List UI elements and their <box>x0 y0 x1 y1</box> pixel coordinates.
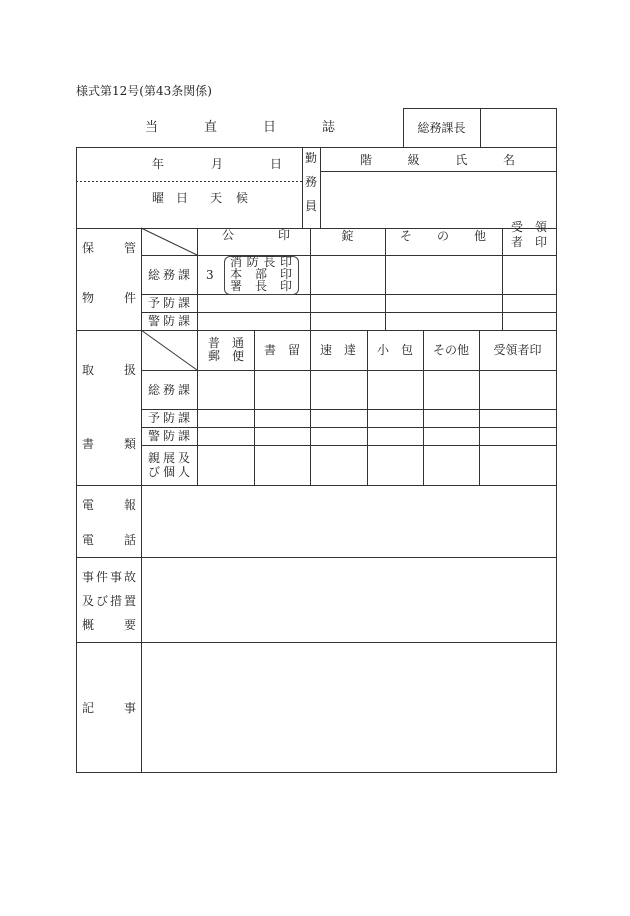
documents-header-receiver: 受領者印 <box>493 343 542 357</box>
form-number: 様式第12号(第43条関係) <box>76 84 212 98</box>
custody-header-other: その他 <box>400 229 486 243</box>
seal-count: 3 <box>206 268 214 282</box>
documents-row-personal-1: 親展及 <box>148 451 190 465</box>
notes-label: 記事 <box>82 701 136 715</box>
rank-name-header: 階級氏名 <box>360 153 515 167</box>
custody-header-lock: 錠 <box>341 229 354 243</box>
seal-item-station-chief: 署長印 <box>230 279 292 293</box>
custody-header-seal: 公印 <box>222 228 290 242</box>
documents-label-top: 取扱 <box>82 363 136 377</box>
custody-label-bottom: 物件 <box>82 291 136 305</box>
documents-header-ordinary-2: 郵便 <box>208 349 244 363</box>
custody-row-general: 総務課 <box>148 268 190 282</box>
seal-item-headquarters: 本部印 <box>230 267 292 281</box>
incidents-label-3: 概要 <box>82 618 136 632</box>
approver-seal-field[interactable] <box>481 109 556 147</box>
duty-staff-label-1: 勤 <box>305 151 318 165</box>
weekday-label: 曜日 <box>152 191 188 205</box>
weather-label: 天候 <box>210 191 248 205</box>
documents-row-personal-2: び個人 <box>148 465 190 479</box>
telephone-label: 電話 <box>82 533 136 547</box>
telegram-label: 電報 <box>82 498 136 512</box>
custody-row-defense: 警防課 <box>148 314 190 328</box>
incidents-field[interactable] <box>142 558 556 642</box>
duty-staff-label-2: 務 <box>305 175 318 189</box>
documents-row-general: 総務課 <box>148 383 190 397</box>
date-label: 年月日 <box>152 157 282 171</box>
custody-header-receiver-2: 者印 <box>511 235 547 249</box>
notes-field[interactable] <box>142 643 556 772</box>
page-title: 当直日誌 <box>145 120 335 135</box>
documents-header-parcel: 小包 <box>377 343 413 357</box>
custody-row-prevention: 予防課 <box>148 296 190 310</box>
approver-label: 総務課長 <box>417 121 466 135</box>
telegram-telephone-field[interactable] <box>142 486 556 557</box>
documents-row-defense: 警防課 <box>148 429 190 443</box>
incidents-label-2: 及び措置 <box>82 594 136 608</box>
documents-header-other: その他 <box>432 343 469 357</box>
duty-staff-label-3: 員 <box>305 199 318 213</box>
custody-header-receiver-1: 受領 <box>511 220 547 234</box>
documents-header-registered: 書留 <box>264 343 300 357</box>
documents-header-ordinary-1: 普通 <box>208 336 244 350</box>
incidents-label-1: 事件事故 <box>82 570 136 584</box>
documents-label-bottom: 書類 <box>82 437 136 451</box>
documents-header-express: 速達 <box>320 343 356 357</box>
seal-item-fire-chief: 消防長印 <box>230 255 292 269</box>
documents-row-prevention: 予防課 <box>148 411 190 425</box>
custody-label-top: 保管 <box>82 241 136 255</box>
